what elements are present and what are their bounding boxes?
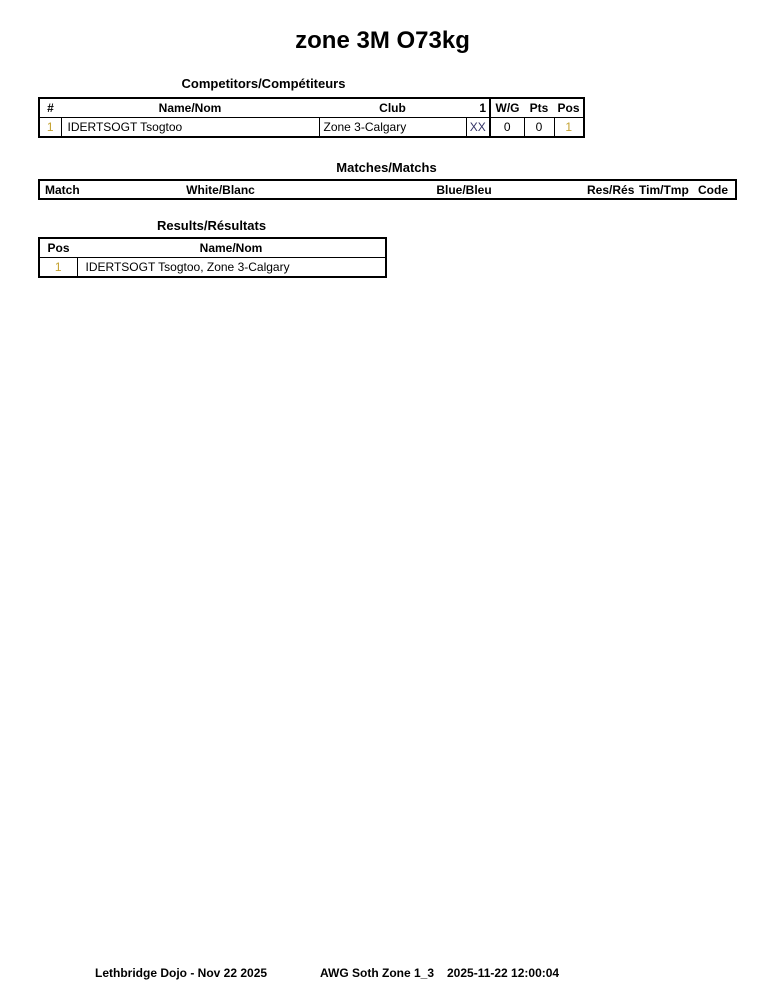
footer-timestamp: 2025-11-22 12:00:04	[447, 966, 560, 980]
results-header-row	[39, 238, 386, 257]
competitors-col-header-pts: Pts	[524, 98, 554, 117]
results-table	[38, 237, 387, 278]
footer-venue-date: Lethbridge Dojo - Nov 22 2025	[95, 966, 268, 980]
competitors-col-header-number: #	[39, 98, 61, 117]
result-row	[39, 257, 386, 277]
matches-col-header-white: White/Blanc	[186, 182, 255, 197]
competitors-col-header-pos: Pos	[554, 98, 584, 117]
results-section-heading: Results/Résultats	[156, 218, 267, 233]
competitors-col-header-wg: W/G	[490, 98, 524, 117]
competitors-col-header-match1: 1	[466, 98, 490, 117]
matches-header-row	[39, 180, 736, 199]
result-name-value: IDERTSOGT Tsogtoo, Zone 3-Calgary	[77, 257, 386, 277]
footer-document-name: AWG Soth Zone 1_3	[320, 966, 435, 980]
matches-col-header-match: Match	[45, 182, 80, 197]
competitors-col-header-club: Club	[319, 98, 466, 117]
matches-col-header-blue: Blue/Bleu	[436, 182, 492, 197]
competitor-name: IDERTSOGT Tsogtoo	[61, 117, 319, 137]
competitor-pos-value: 1	[554, 117, 584, 137]
competitors-header-row	[39, 98, 584, 117]
competitor-match1-mark: XX	[466, 117, 490, 137]
matches-section-heading: Matches/Matchs	[336, 160, 437, 175]
competitor-number: 1	[39, 117, 61, 137]
competitors-table	[38, 97, 585, 138]
competitor-row	[39, 117, 584, 137]
matches-col-header-code: Code	[698, 182, 728, 197]
competitor-pts-value: 0	[524, 117, 554, 137]
competitors-col-header-name: Name/Nom	[61, 98, 319, 117]
matches-col-header-tim: Tim/Tmp	[639, 182, 689, 197]
competitors-section-heading: Competitors/Compétiteurs	[181, 76, 346, 91]
competitor-club: Zone 3-Calgary	[319, 117, 466, 137]
results-col-header-name: Name/Nom	[77, 238, 386, 257]
result-pos-value: 1	[39, 257, 77, 277]
results-col-header-pos: Pos	[39, 238, 77, 257]
matches-col-header-res: Res/Rés	[587, 182, 635, 197]
matches-table	[38, 179, 737, 200]
page-title: zone 3M O73kg	[295, 27, 470, 54]
competitor-wg-value: 0	[490, 117, 524, 137]
